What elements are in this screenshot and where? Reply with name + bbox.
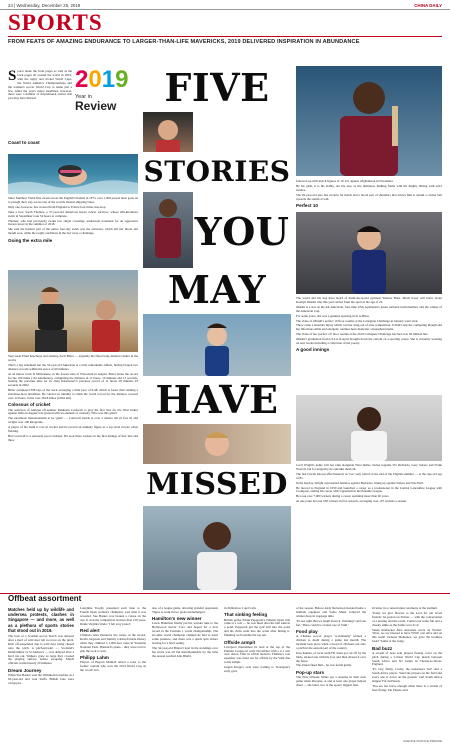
offbeat-c4: in Zimbabwe 2 and Cam. <box>224 606 257 610</box>
review-year <box>75 68 133 92</box>
intro-text: ports made the front pages as well as the back pages all around the world in 2019, with the rugby and cricket World Cups, the World Athletics Championships and the women's soccer World Cup to name just a few. Amid the year's major headlines, however, there were a number of inspirational stories that you may have missed: <box>8 69 72 101</box>
innings-p6: At one point he took 538 wickets in five seasons, averaging over 107 wickets a season. <box>296 499 407 504</box>
perfect-p3: For some years, she was a genuine sporting rival to Biles. <box>296 313 370 318</box>
cornwall-illustration <box>296 66 442 176</box>
colossus-p1: The selection of Antigua off-spinner Rahkeem Cornwall to play his first Test for the West Indies against India in August was greeted with an element of curiosity. Who was this giant? <box>8 407 138 416</box>
swimmer-illustration <box>8 154 138 194</box>
offbeat-col-3 <box>152 607 218 660</box>
coast-p2: Only one, however, has crossed from England to France four times non-stop. <box>8 204 107 209</box>
headline-you: YOU <box>194 209 290 254</box>
headline-missed: MISSED <box>146 467 288 502</box>
offbeat-c6e: 'It's very funny. Lucky, the nonsense's bad' said a South Africa player. 'Send the players on the field and every one is down on the ground,' said South Africa skipper Faf du Plessis. <box>372 667 442 684</box>
offbeat-col-4 <box>224 607 290 675</box>
digit-9: 9 <box>115 66 129 93</box>
offbeat-c5e: The Union fined him... he was found guilty. <box>296 663 352 668</box>
perfect-p4: The video of Ohashi's perfect 10 floor routine at the Collegiate Challenge in January went viral. <box>296 318 419 323</box>
offbeat-c6: October in a conservation ceremony at the stadium. <box>372 606 438 610</box>
subhead-extra-mile: Going the extra mile <box>8 237 53 243</box>
offbeat-sub-d: Hamilton's new winner <box>152 616 202 622</box>
extra-mile-p1: Step aside Eliud Kipchoge and standup Zach Bitter — arguably the finest long-distance runner in the world. <box>8 354 138 362</box>
innings-p1: Cecil Wright's name will not rank alongside West Indies cricket legends Viv Richards, Gary Sobers and Frank Worrell, but for longevity he outranks them all. <box>296 463 442 471</box>
offbeat-c5c: A Chelsea soccer player 'accidentally' kicked a chicken to death during a game last month. The incident took place when a breed of chickens ran onto a pitch in the eastern part of the country. <box>296 634 366 650</box>
offbeat-c3: also of a league game, allowing grateful opponents Tigres to walk in two goals unchallenged. <box>152 606 218 614</box>
review-word: Review <box>75 99 117 113</box>
intro-column <box>8 70 72 102</box>
offbeat-c1: The luck of a Scottish soccer match was delayed after a herd of wild deer left no trace on the pitch. Rich off-suspended due to wild deer being chased onto the pitch. A pitch-invader — Scotland's Dunfermline vs St Andrews — was delayed after a herd ran out. Walkers grew so large they crossed the playing surface before escaping. Match officials waited nearly 20 minutes. <box>8 634 74 666</box>
innings-p5: He took over 7,000 wickets during a career spanning more than 60 years. <box>296 494 390 499</box>
dropcap: S <box>8 68 17 84</box>
headline-five: FIVE <box>164 65 270 110</box>
photo-veteran-bowler <box>143 506 291 590</box>
photo-small-portrait <box>143 112 193 152</box>
innings-p3: In his heyday, Wright represented Jamaica against Barbados, lining up against Sobers and Wes Hall. <box>296 480 424 485</box>
offbeat-c2: Longtime Trophy presented each June to the French Open women's champion. Last time it was revealed, Sue Barker was broken a crease on the cup. It won the competition in more than 150 years. Dame Virginia Wade: 'I felt very proud.' <box>80 606 146 626</box>
runner-photo <box>8 270 138 352</box>
offbeat-lead: Matches held up by wildlife and undersea protests, clashes in Singapore — and more, as well as a plethora of sports stories that stood out in 2019. <box>8 607 74 633</box>
extra-mile-p4: Bitter completed 398 laps of the track averaging a mile pace of 6:48, which is faster than running a sub-three-hour marathon. He carried on running to claim the world record for the distance covered over 12 hours, in his case 104.8 miles (168.6 km). <box>8 388 138 401</box>
offbeat-c2b: Climbers Alex Honnold, the owner of the record, Kevin Jorgeson and Tommy Caldwell made history when they climbed a 1,000-foot route in Yosemite National Park. Honnold's plans... they were told to grip the rock to wait. <box>80 633 146 653</box>
extra-mile-p2: That's a big statement but the 33-year-old American is a truly remarkable athlete, having broken two distance records within the space of 60 minutes. <box>8 362 138 371</box>
offbeat-c3c: The 34-year-old Briton's lead in the standings over his rivals was all but insurmountable by the time the season reached Abu Dhabi. <box>152 645 218 658</box>
headline-have: HAVE <box>155 377 279 422</box>
offbeat-c4c: Liverpool maintained its lead at the top of the Premier League in early November with a 2-1 win over Aston Villa in which Roberto Firmino's late equaliser was ruled out for offside by the VAR due to his armpit. <box>224 644 290 665</box>
extra-mile-body <box>8 355 138 444</box>
offbeat-c3b: Lewis Hamilton finally put his wonder tune to the Hollywood movie 'Cars' and hoped for a new record in the Formula 1 world championship. The six-time world champion claimed he had to learn some patience, and there was a quick spin before leaving for a brief outing. <box>152 621 218 645</box>
offbeat-sub-b: Red alert <box>80 628 100 634</box>
innings-p4: He moved to England in 1959 and launched a career as a professional in the Central Lancashire League with Crompton, ending his career with Uppermill in the Pennine League. <box>296 485 442 494</box>
deck-line: FROM FEATS OF AMAZING ENDURANCE TO LARGER-THAN-LIFE MAVERICKS, 2019 DELIVERED INSPIRATION IN ABUNDANCE <box>8 39 360 45</box>
offbeat-sub-f: Offside armpit <box>224 639 256 645</box>
swimmer-photo <box>8 154 138 194</box>
offbeat-sub-i: Bad buzz <box>372 645 393 651</box>
digit-1: 1 <box>101 66 116 93</box>
photo-cecil-wright <box>296 395 442 461</box>
page-header <box>0 0 450 10</box>
extra-mile-p3: At an indoor track in Milwaukee, in the frozen state of Wisconsin in August, Bitter broke the record for the 100 miles (161 kilometers), completing the distance in 11 hours, 19 minutes and 13 seconds, beating the previous time set by Oleg Kharitonov's previous record of 11 hours 28 minutes 03 seconds in 2002. <box>8 371 138 388</box>
headline-stories: STORIES <box>143 155 291 188</box>
colossus-p2: The enormous man-mountain is no 'giant' — Cornwall stands at over 2 meters tall (6 foot 6) and weighs over 140 kilograms. <box>8 416 138 425</box>
review-label: Year in <box>75 94 92 100</box>
ohashi-illustration <box>296 212 442 294</box>
cricketer-illustration <box>143 192 193 268</box>
offbeat-sub-e: That sinking feeling <box>224 612 268 618</box>
offbeat-c6c: Saints linebacker Alex Anzalone wrote on Twitter: 'Wow, we are blessed to have WWE cast alive and on this team! Jackson Mahomes, we gave the brothers back!' Saints at the lodge. <box>372 627 442 644</box>
coast-p4: Thomas, who had previously swum two single crossings, underwent treatment for an aggressive breast cancer in the summer of 2018. <box>8 218 138 227</box>
colossus-p4: But Cornwall is a seriously good cricketer. He took three wickets in the first innings of that Test and three <box>8 434 138 442</box>
photo-cricketer <box>143 192 193 268</box>
perfect-p7: Ohashi's graduation from UCLA in April brought down the curtain on a sporting career. She is currently working on new books including a collection of her poetry. <box>296 337 442 346</box>
subhead-colossus: Colossus of cricket <box>8 402 51 408</box>
photo-ohashi <box>296 212 442 294</box>
digit-0: 0 <box>88 66 102 93</box>
photo-credit: AGENCE FRANCE-PRESSE <box>402 739 442 743</box>
page-date: 24 | Wednesday, December 25, 2019 <box>8 3 81 8</box>
offbeat-c5f: The New Orleans Saints got a surprise in their next game when Dwayne, 4, and at least one player helped cheer — the band, two of the sports' biggest fans. <box>296 674 366 687</box>
offbeat-col-5 <box>296 607 366 689</box>
offbeat-c6f: 'You are not brave enough when there is a swarm of bees flying,' Du Plessis said. <box>372 684 442 692</box>
offbeat-c4d: Jurgen Klopp's reds were trailing to Trezeguet's early goal. <box>224 665 290 674</box>
offbeat-sub-c: Philipp Lahm <box>80 655 109 661</box>
gymnast-illustration <box>143 314 291 376</box>
offbeat-col-2 <box>80 607 146 674</box>
subhead-good-innings: A good innings <box>296 347 330 353</box>
year-in-review-badge <box>75 68 133 124</box>
coast-p5: She said the hardest part of the entire four-day swim was the saltwater, which left her throat and mouth sore, while the rough conditions in the bay were a challenge. <box>8 227 138 236</box>
photo-gymnast <box>143 314 291 376</box>
offbeat-c5: of the season. Before Andy Robertson headed home a brilliant equaliser and Sadio Mane volleyed the winner deep in stoppage time. <box>296 606 366 618</box>
headline-may: MAY <box>167 267 267 312</box>
portrait-illustration <box>143 112 193 152</box>
offbeat-sub-a: Dream Journey <box>8 667 42 673</box>
offbeat-col-6 <box>372 607 442 694</box>
swimmer-portrait-illustration <box>143 424 291 464</box>
bowler-illustration <box>143 506 291 590</box>
good-innings-body <box>296 464 442 505</box>
offbeat-c6d: A swarm of bees sent players fleeing cover on the pitch during a Cricket World Cup match between South Africa and Sri Lanka in Chester-le-Street, England. <box>372 650 442 667</box>
offbeat-col-1 <box>8 607 74 687</box>
perfect-10-body <box>296 297 442 354</box>
coast-body <box>8 197 138 244</box>
colossus-cont-p1: followed up with match figures of 10-121 against Afghanistan in November. <box>296 179 394 183</box>
offbeat-c6b: 'Today we give flowers to the Lord for our loved friends,' he posted on Twitter — with the conversation of a karting and the event. Canin took some fun and a cheeky smile as the Saints won 31-9. <box>372 610 442 627</box>
offbeat-c4b: British golfer Eddie Pepperell's Turkish Open title came at a cost — he was fined after his ball sank in a pond. Pepperell put the golf ball into the pond and his clubs went into the water after hitting it, finishing well outside the top ten. <box>224 617 290 638</box>
story-coast-to-coast <box>8 138 138 146</box>
coast-p3: Take a bow Sarah Thomas, a 37-year-old American breast cancer survivor, whose 209-kilometer swim in September took 54 hours to complete. <box>8 209 138 218</box>
colossus-continued <box>296 180 442 209</box>
perfect-p5: There came a shoulder injury which cast her drug-out of elite competition. It didn't stop her competing though and her infectious smile and energetic routines have made her a household name. <box>296 323 442 332</box>
offbeat-c5d: Ivan Kuleba, of local team FK Jelen got cut off by the birds, kicked one with his foot and then chased it over the fence. <box>296 650 366 663</box>
perfect-p1: The world and his dog have heard of multi-decorated gymnast Simone Biles. Much fewer will know about Katelyn Ohashi who this year retired from the sport at the age of 22. <box>296 296 442 304</box>
innings-p2: The fast bowler known affectionately as 'Cec' only retired at the end of the English summer — at the ripe old age of 85. <box>296 471 442 480</box>
perfect-p2: Ohashi is a star on the All-American, four-time USA Gymnastics junior national team member, and the winner of the American Cup. <box>296 304 442 313</box>
section-title: SPORTS <box>8 10 103 35</box>
subhead-perfect-10: Perfect 10 <box>296 203 318 209</box>
offbeat-c1b: When Sue Barker won the Wimbledon doubles as a 63-year-old and won Steffi, British fans were overjoyed. <box>8 672 74 685</box>
paper-name: CHINA DAILY <box>414 3 442 8</box>
subhead-coast: Coast to coast <box>8 139 40 145</box>
colossus-cont-p3: The 26-year-old also has wickets for hands and a broad pair of shoulders that allows him to smash a cricket ball towards the stands at will. <box>296 192 442 201</box>
offbeat-sub-g: Food play <box>296 629 318 635</box>
runner-illustration <box>8 270 138 352</box>
section-rule <box>8 36 442 37</box>
photo-swimmer-portrait <box>143 424 291 464</box>
cecil-illustration <box>296 395 442 461</box>
offbeat-sub-h: Pop-up stars <box>296 669 325 675</box>
coast-p1: Since Matthew Webb first swam across the English Channel in 1875, over 1,000 people have gone on to plough their way across one of the world's busiest shipping lanes. <box>8 196 138 204</box>
offbeat-title: Offbeat assortment <box>8 594 82 603</box>
offbeat-c2c: Players of Bayern Munich raised a toast to the former captain who won the 2014 World Cup, in the 'coach' box. <box>80 660 146 673</box>
offbeat-c5b: 'It's not right that we laugh about it. Warnings' said one fan. 'There could be a better use of VAR.' <box>296 618 367 627</box>
perfect-p6: The video of her 'perfect 10' floor routine at the 2019 Collegiate Challenge has had over 60 million hits. <box>296 332 429 337</box>
colossus-p3: A player of his build is rare in cricket and he proved an unlikely figure as a top-level bowler when fielding. <box>8 425 138 434</box>
colossus-cont-p2: By his girth, it is his ability, not his size, as the dismissal, hulking frame with his mighty hitting with extra bounce. <box>296 183 442 192</box>
digit-2: 2 <box>75 66 89 93</box>
photo-cornwall <box>296 66 442 176</box>
